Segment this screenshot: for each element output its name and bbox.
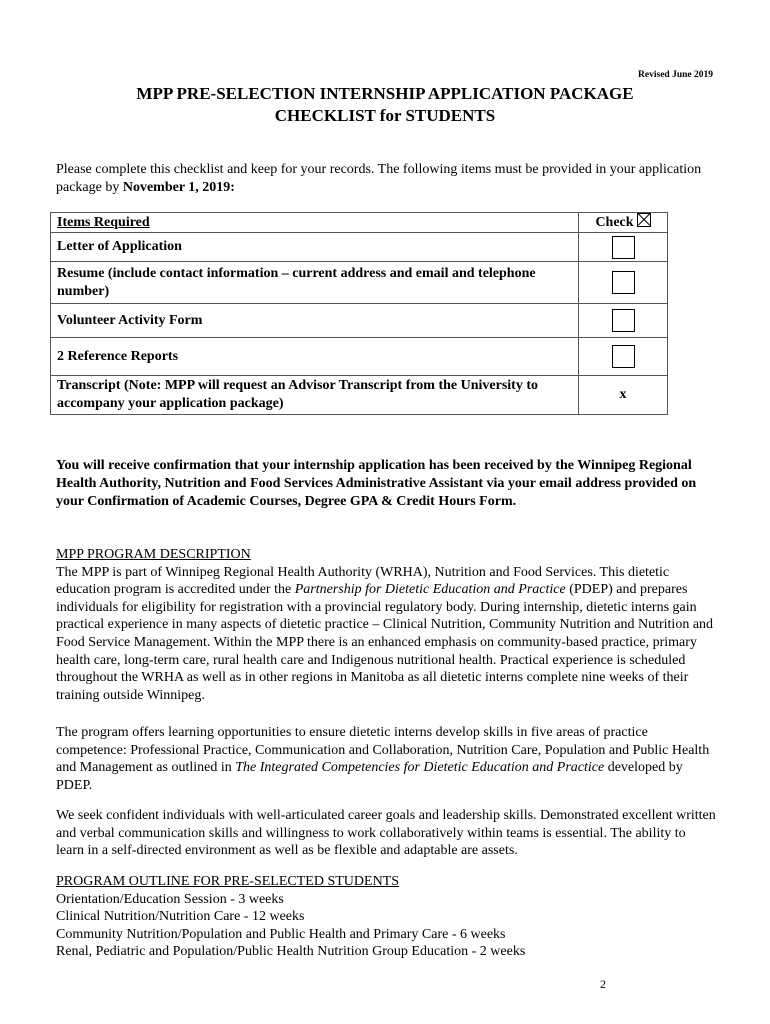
description-paragraph-1: The MPP is part of Winnipeg Regional Health Authority (WRHA), Nutrition and Food Services. This dietetic education program is accredited under the Partnership for Dietetic Education and Practice (PDEP) and prepares individuals for eligibility for registration with a provincial regulatory body. During internship, dietetic interns gain practical experience in many aspects of dietetic practice – Clinical Nutrition, Community Nutrition and Nutrition and Food Service Management. Within the MPP there is an enhanced emphasis on community-based practice, primary health care, long-term care, rural health care and Indigenous nutritional health. Practical experience is scheduled throughout the WRHA as well as in other regions in Manitoba as all dietetic interns complete nine weeks of their training outside Winnipeg. — [56, 564, 714, 703]
checklist-item: Resume (include contact information – current address and email and telephone number) — [51, 262, 579, 304]
checklist-row — [51, 304, 668, 338]
checkbox-icon[interactable] — [612, 345, 635, 368]
intro-deadline: November 1, 2019: — [122, 180, 235, 195]
description-paragraph-2: The program offers learning opportunities to ensure dietetic interns develop skills in five areas of practice competence: Professional Practice, Communication and Collaboration, Nutrition Care, Population and Public Health and Management as outlined in The Integrated Competencies for Dietetic Education and Practice developed by PDEP. — [56, 725, 710, 793]
program-outline-heading: PROGRAM OUTLINE FOR PRE-SELECTED STUDENTS — [56, 874, 400, 889]
checklist-row — [51, 338, 668, 376]
checkbox-icon[interactable] — [612, 309, 635, 332]
checklist-table — [50, 212, 668, 415]
page-number: 2 — [600, 977, 606, 991]
checklist-cell[interactable] — [579, 304, 668, 338]
outline-item: Orientation/Education Session - 3 weeks — [56, 891, 284, 907]
checklist-cell[interactable] — [579, 262, 668, 304]
revised-date: Revised June 2019 — [638, 70, 713, 80]
checklist-header-row — [51, 213, 668, 233]
outline-item: Community Nutrition/Population and Public Health and Primary Care - 6 weeks — [56, 926, 506, 942]
outline-item: Renal, Pediatric and Population/Public Health Nutrition Group Education - 2 weeks — [56, 944, 526, 960]
checklist-item: Transcript (Note: MPP will request an Advisor Transcript from the University to accompany your application package) — [51, 376, 579, 415]
checklist-row — [51, 262, 668, 304]
checkbox-icon[interactable] — [612, 236, 635, 259]
checklist-item: 2 Reference Reports — [51, 338, 579, 376]
page-title: MPP PRE-SELECTION INTERNSHIP APPLICATION PACKAGE — [136, 84, 634, 103]
checklist-cell[interactable]: x — [579, 376, 668, 415]
checklist-cell[interactable] — [579, 233, 668, 262]
checkbox-icon[interactable] — [612, 271, 635, 294]
check-header: Check — [579, 213, 668, 233]
program-description — [56, 546, 716, 704]
program-description-heading: MPP PROGRAM DESCRIPTION — [56, 547, 251, 562]
confirmation-note: You will receive confirmation that your internship application has been received by the Winnipeg Regional Health Authority, Nutrition and Food Services Administrative Assistant via your email address provided on your Confirmation of Academic Courses, Degree GPA & Credit Hours Form. — [56, 458, 697, 509]
intro-paragraph — [56, 161, 716, 197]
intro-text: Please complete this checklist and keep for your records. The following items must be provided in your application package by — [56, 162, 702, 195]
checklist-row — [51, 376, 668, 415]
checklist-item: Letter of Application — [51, 233, 579, 262]
description-paragraph-3: We seek confident individuals with well-articulated career goals and leadership skills. Demonstrated excellent written and verbal communication skills and willingness to work collaboratively within teams is essential. The ability to learn in a self-directed environment as well as be flexible and adaptable are assets. — [56, 808, 716, 859]
outline-item: Clinical Nutrition/Nutrition Care - 12 weeks — [56, 909, 305, 925]
checked-box-icon — [637, 213, 651, 227]
page-subtitle: CHECKLIST for STUDENTS — [274, 106, 496, 125]
items-required-header: Items Required — [51, 213, 579, 233]
program-outline — [56, 873, 716, 961]
checklist-row — [51, 233, 668, 262]
checklist-item: Volunteer Activity Form — [51, 304, 579, 338]
checklist-cell[interactable] — [579, 338, 668, 376]
